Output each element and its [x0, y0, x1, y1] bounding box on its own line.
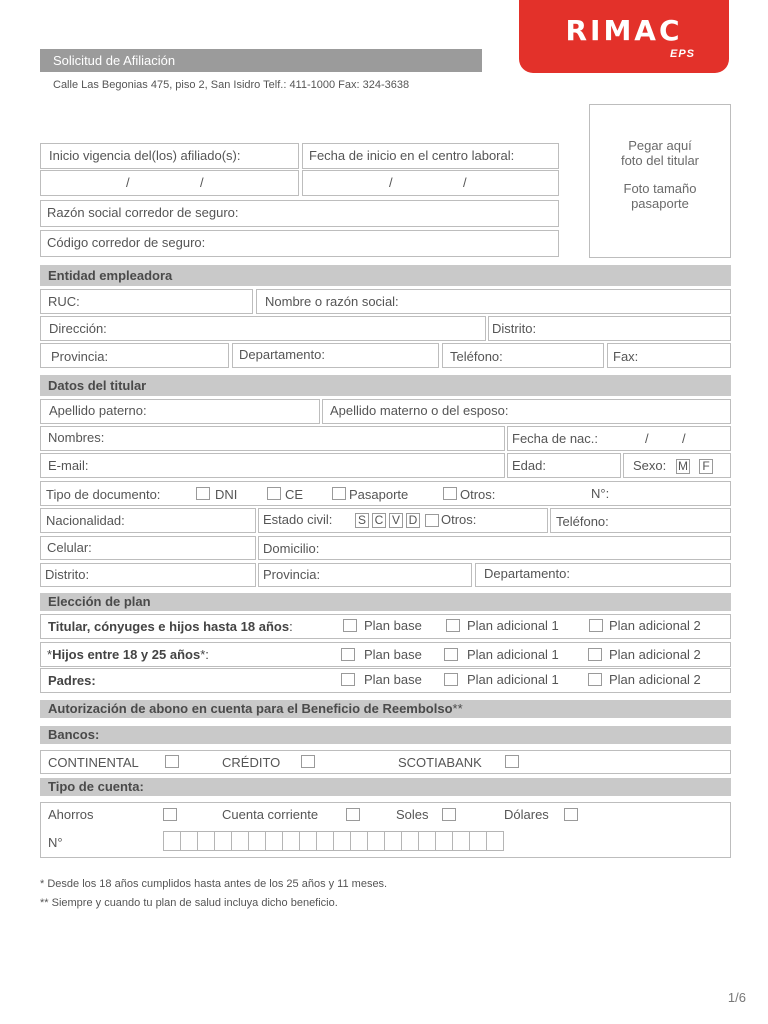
cuenta-corriente-checkbox[interactable]: [346, 808, 360, 821]
footnote-2: ** Siempre y cuando tu plan de salud incluya dicho beneficio.: [40, 897, 338, 909]
account-number-input[interactable]: [163, 831, 503, 851]
plan-adicional-1-checkbox[interactable]: [444, 648, 458, 661]
bancos-row: CONTINENTAL CRÉDITO SCOTIABANK: [40, 750, 731, 774]
plan-row-padres-label: Padres:: [48, 673, 96, 688]
photo-text-2: foto del titular: [620, 153, 700, 168]
pasaporte-checkbox[interactable]: [332, 487, 346, 500]
plan-adicional-1-checkbox[interactable]: [446, 619, 460, 632]
inicio-vigencia-field[interactable]: / /: [40, 170, 299, 196]
logo-brand: RIMAC: [565, 14, 683, 47]
plan-row-hijos: *Hijos entre 18 y 25 años*: Plan base Plan adicional 1 Plan adicional 2: [40, 642, 731, 667]
estado-civil-field: Estado civil: S C V D Otros:: [258, 508, 548, 533]
edad-field[interactable]: Edad:: [507, 453, 621, 478]
razon-social-field[interactable]: Razón social corredor de seguro:: [40, 200, 559, 227]
section-bancos: Bancos:: [40, 726, 731, 744]
nacionalidad-field[interactable]: Nacionalidad:: [40, 508, 256, 533]
dni-checkbox[interactable]: [196, 487, 210, 500]
dolares-checkbox[interactable]: [564, 808, 578, 821]
estado-civil-s-checkbox[interactable]: S: [355, 513, 369, 528]
estado-civil-otros-checkbox[interactable]: [425, 514, 439, 527]
sexo-field: Sexo: M F: [623, 453, 731, 478]
tipo-documento-row: Tipo de documento: DNI CE Pasaporte Otros: N°:: [40, 481, 731, 506]
scotiabank-checkbox[interactable]: [505, 755, 519, 768]
credito-checkbox[interactable]: [301, 755, 315, 768]
nombre-razon-field[interactable]: Nombre o razón social:: [256, 289, 731, 314]
plan-row-padres: Padres: Plan base Plan adicional 1 Plan adicional 2: [40, 668, 731, 693]
soles-checkbox[interactable]: [442, 808, 456, 821]
section-tipo-cuenta: Tipo de cuenta:: [40, 778, 731, 796]
distrito-field[interactable]: Distrito:: [488, 316, 731, 341]
ce-checkbox[interactable]: [267, 487, 281, 500]
email-field[interactable]: E-mail:: [40, 453, 505, 478]
ahorros-checkbox[interactable]: [163, 808, 177, 821]
fecha-nac-field[interactable]: Fecha de nac.: / /: [507, 426, 731, 451]
provincia-field[interactable]: Provincia:: [40, 343, 229, 368]
codigo-corredor-field[interactable]: Código corredor de seguro:: [40, 230, 559, 257]
sexo-f-checkbox[interactable]: F: [699, 459, 713, 474]
fecha-inicio-label-box: [302, 143, 559, 169]
celular-field[interactable]: Celular:: [40, 536, 256, 560]
telefono-field[interactable]: Teléfono:: [442, 343, 604, 368]
section-entidad: Entidad empleadora: [40, 265, 731, 286]
domicilio-field[interactable]: Domicilio:: [258, 536, 731, 560]
fecha-inicio-field[interactable]: / /: [302, 170, 559, 196]
plan-base-checkbox[interactable]: [343, 619, 357, 632]
inicio-vigencia-label-box: [40, 143, 299, 169]
page-number: 1/6: [727, 990, 746, 1005]
departamento-field[interactable]: Departamento:: [232, 343, 439, 368]
form-title: Solicitud de Afiliación: [40, 49, 482, 72]
plan-row-titular-label: Titular, cónyuges e hijos hasta 18 años:: [48, 619, 293, 634]
inicio-vigencia-label: Inicio vigencia del(los) afiliado(s):: [49, 148, 241, 163]
section-titular: Datos del titular: [40, 375, 731, 396]
estado-civil-c-checkbox[interactable]: C: [372, 513, 386, 528]
fecha-inicio-label: Fecha de inicio en el centro laboral:: [309, 148, 515, 163]
fax-field[interactable]: Fax:: [607, 343, 731, 368]
plan-adicional-2-checkbox[interactable]: [588, 648, 602, 661]
ruc-field[interactable]: RUC:: [40, 289, 253, 314]
plan-adicional-1-checkbox[interactable]: [444, 673, 458, 686]
nombres-field[interactable]: Nombres:: [40, 426, 505, 451]
plan-row-titular: Titular, cónyuges e hijos hasta 18 años: Plan base Plan adicional 1 Plan adicional 2: [40, 614, 731, 639]
footnote-1: * Desde los 18 años cumplidos hasta antes de los 25 años y 11 meses.: [40, 878, 388, 890]
estado-civil-v-checkbox[interactable]: V: [389, 513, 403, 528]
telefono-titular-field[interactable]: Teléfono:: [550, 508, 731, 533]
plan-adicional-2-checkbox[interactable]: [589, 619, 603, 632]
plan-base-checkbox[interactable]: [341, 673, 355, 686]
estado-civil-d-checkbox[interactable]: D: [406, 513, 420, 528]
rimac-logo: [519, 0, 729, 73]
departamento-titular-field[interactable]: Departamento:: [475, 563, 731, 587]
continental-checkbox[interactable]: [165, 755, 179, 768]
provincia-titular-field[interactable]: Provincia:: [258, 563, 472, 587]
apellido-paterno-field[interactable]: Apellido paterno:: [40, 399, 320, 424]
photo-box: [589, 104, 731, 258]
distrito-titular-field[interactable]: Distrito:: [40, 563, 256, 587]
direccion-field[interactable]: Dirección:: [40, 316, 486, 341]
photo-text-4: pasaporte: [631, 196, 689, 211]
address-line: Calle Las Begonias 475, piso 2, San Isidro Telf.: 411-1000 Fax: 324-3638: [53, 79, 410, 91]
tipo-cuenta-box: Ahorros Cuenta corriente Soles Dólares N°: [40, 802, 731, 858]
plan-row-hijos-label: *Hijos entre 18 y 25 años*:: [47, 647, 209, 662]
photo-text-3: Foto tamaño: [623, 181, 697, 196]
plan-base-checkbox[interactable]: [341, 648, 355, 661]
otros-doc-checkbox[interactable]: [443, 487, 457, 500]
apellido-materno-field[interactable]: Apellido materno o del esposo:: [322, 399, 731, 424]
logo-sub: EPS: [669, 48, 695, 60]
section-abono: Autorización de abono en cuenta para el Beneficio de Reembolso**: [40, 700, 731, 718]
plan-adicional-2-checkbox[interactable]: [588, 673, 602, 686]
sexo-m-checkbox[interactable]: M: [678, 459, 688, 473]
photo-text-1: Pegar aquí: [628, 138, 692, 153]
section-plan: Elección de plan: [40, 593, 731, 611]
